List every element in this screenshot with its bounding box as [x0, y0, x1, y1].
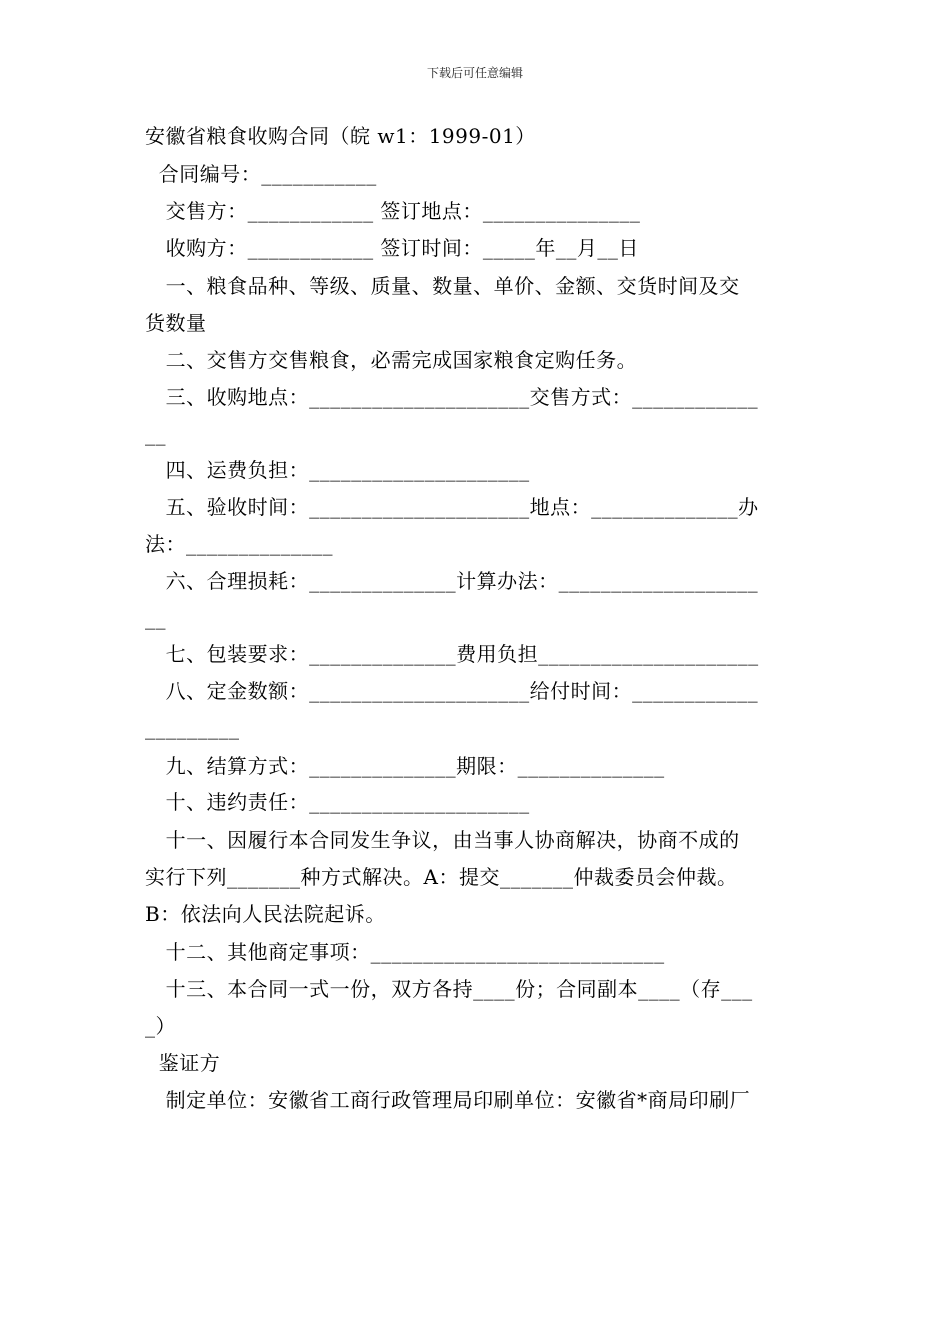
clause-3-line-2: __ [145, 422, 166, 446]
contract-title: 安徽省粮食收购合同（皖 w1：1999-01） [145, 124, 536, 148]
seller-line: 交售方：____________ 签订地点：_______________ [145, 199, 641, 223]
page-header-note: 下载后可任意编辑 [426, 66, 523, 80]
clause-7: 七、包装要求：______________费用负担_____________________ [145, 642, 759, 666]
clause-1-line-1: 一、粮食品种、等级、质量、数量、单价、金额、交货时间及交 [145, 274, 740, 298]
issuer-printer-line: 制定单位：安徽省工商行政管理局印刷单位：安徽省*商局印刷厂 [145, 1088, 751, 1112]
clause-9: 九、结算方式：______________期限：______________ [145, 754, 665, 778]
verifier-line: 鉴证方 [145, 1051, 221, 1075]
clause-5-line-1: 五、验收时间：_____________________地点：______________办 [145, 495, 759, 519]
clause-6-line-2: __ [145, 606, 166, 630]
clause-13-line-1: 十三、本合同一式一份，双方各持____份；合同副本____（存___ [145, 977, 753, 1001]
buyer-line: 收购方：____________ 签订时间：_____年__月__日 [145, 236, 639, 260]
clause-4: 四、运费负担：_____________________ [145, 458, 530, 482]
clause-12: 十二、其他商定事项：____________________________ [145, 940, 665, 964]
clause-5-line-2: 法：______________ [145, 532, 333, 556]
contract-number-line: 合同编号：___________ [145, 162, 377, 186]
clause-2: 二、交售方交售粮食，必需完成国家粮食定购任务。 [145, 348, 638, 372]
clause-10: 十、违约责任：_____________________ [145, 790, 530, 814]
clause-1-line-2: 货数量 [145, 311, 207, 335]
clause-8-line-1: 八、定金数额：_____________________给付时间：____________ [145, 679, 759, 703]
clause-6-line-1: 六、合理损耗：______________计算办法：___________________ [145, 569, 759, 593]
clause-13-line-2: _） [145, 1014, 176, 1038]
clause-3-line-1: 三、收购地点：_____________________交售方式：____________ [145, 385, 759, 409]
clause-11-line-3: B：依法向人民法院起诉。 [145, 902, 386, 926]
clause-11-line-2: 实行下列_______种方式解决。A：提交_______仲裁委员会仲裁。 [145, 865, 738, 889]
clause-8-line-2: _________ [145, 716, 240, 740]
clause-11-line-1: 十一、因履行本合同发生争议，由当事人协商解决，协商不成的 [145, 828, 740, 852]
